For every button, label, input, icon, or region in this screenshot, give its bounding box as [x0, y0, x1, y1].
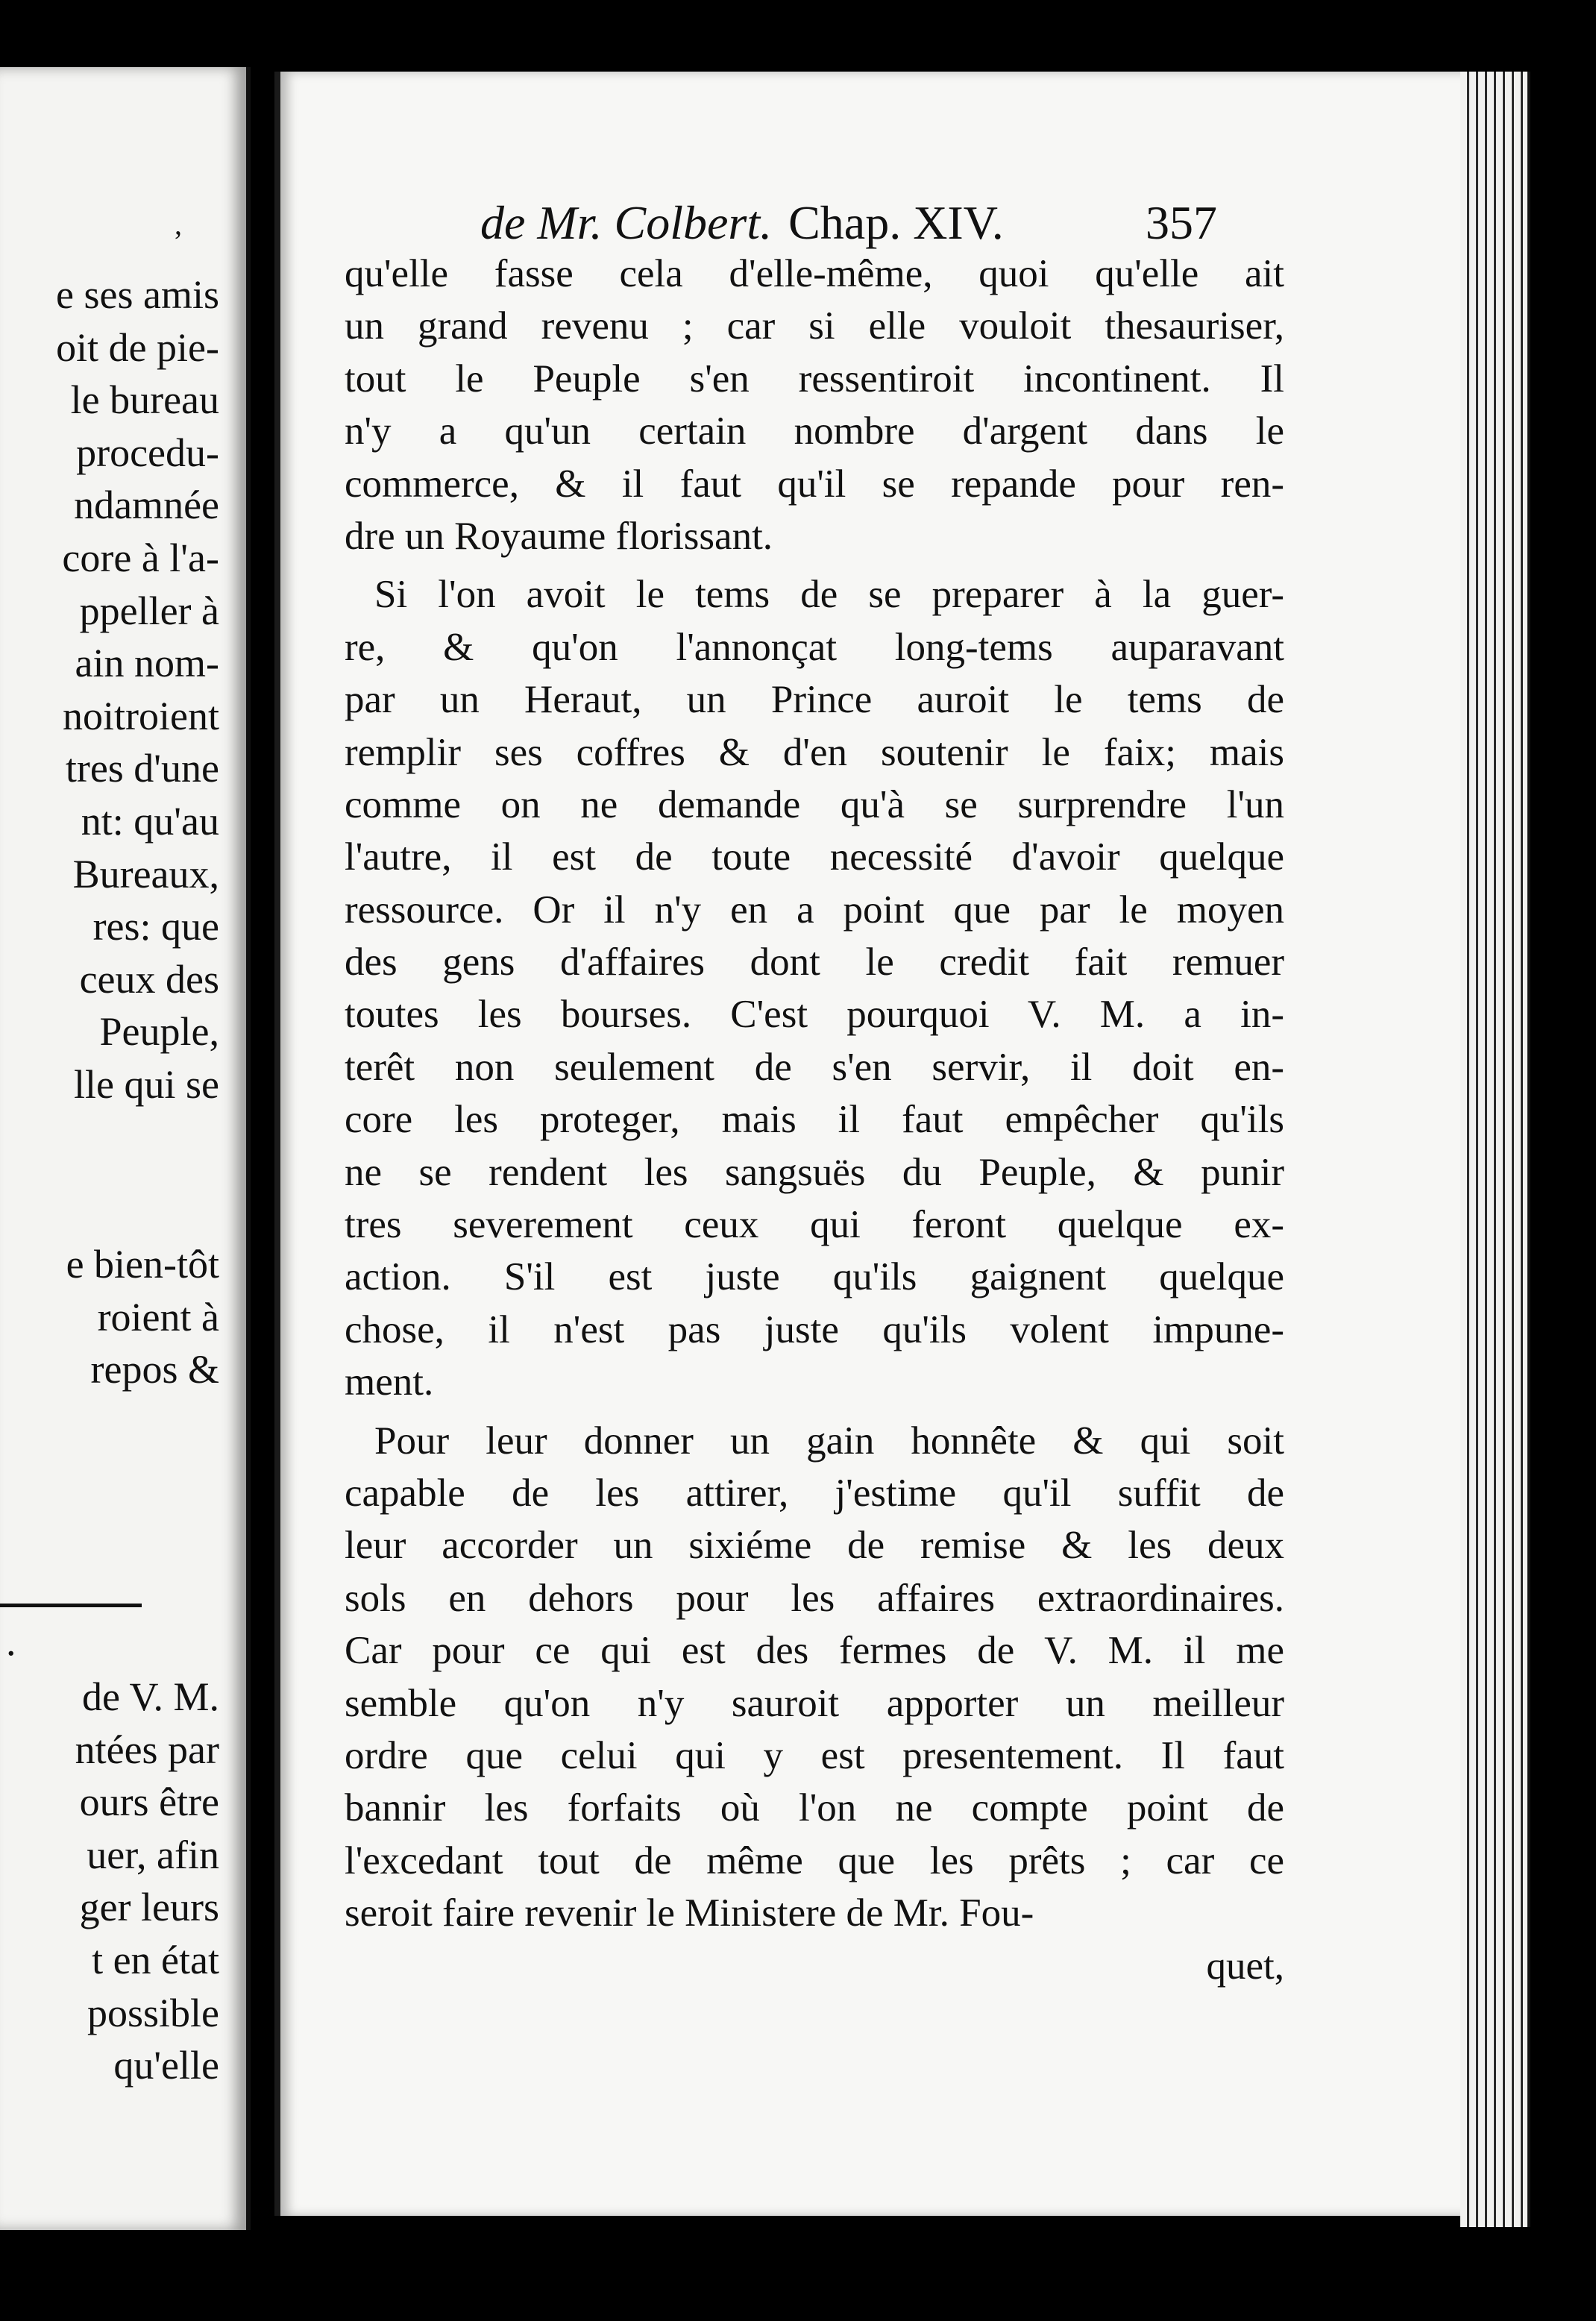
text-line: Si l'on avoit le tems de se preparer à la guer-	[374, 573, 1284, 617]
left-text-line: lle qui se	[74, 1061, 219, 1107]
left-text-line: ntées par	[75, 1727, 219, 1772]
left-text-line: ours être	[79, 1780, 219, 1825]
text-line: un grand revenu ; car si elle vouloit thesauriser,	[345, 304, 1284, 348]
text-line: re, & qu'on l'annonçat long-tems auparavant	[345, 625, 1284, 669]
left-text-line: de V. M.	[81, 1674, 219, 1719]
text-line: bannir les forfaits où l'on ne compte point de	[345, 1786, 1284, 1830]
text-line: remplir ses coffres & d'en soutenir le faix; mais	[345, 730, 1284, 774]
left-text-line: noitroient	[63, 693, 219, 738]
running-head-title: de Mr. Colbert.	[480, 196, 773, 249]
left-text-line: t en état	[92, 1937, 219, 1982]
text-line: tout le Peuple s'en ressentiroit incontinent. Il	[345, 357, 1284, 401]
left-text-group-1	[0, 268, 219, 1111]
left-text-line: roient à	[97, 1294, 219, 1339]
text-line: leur accorder un sixiéme de remise & les deux	[345, 1524, 1284, 1568]
text-line: par un Heraut, un Prince auroit le tems de	[345, 678, 1284, 722]
text-line: dre un Royaume florissant.	[345, 514, 773, 558]
left-text-line: Peuple,	[99, 1009, 219, 1055]
paragraph-2	[345, 568, 1284, 1408]
text-line: commerce, & il faut qu'il se repande pour ren-	[345, 462, 1284, 506]
left-text-line: res: que	[92, 904, 219, 949]
text-line: Car pour ce qui est des fermes de V. M. il me	[345, 1629, 1284, 1673]
left-text-line: repos &	[90, 1347, 219, 1392]
page-edges	[1460, 72, 1530, 2227]
left-text-line: ndamnée	[74, 483, 219, 528]
text-line: l'autre, il est de toute necessité d'avoir quelque	[345, 835, 1284, 879]
body-text	[345, 248, 1284, 1992]
text-line: capable de les attirer, j'estime qu'il suffit de	[345, 1471, 1284, 1515]
text-line: ordre que celui qui y est presentement. Il faut	[345, 1733, 1284, 1777]
paragraph-1	[345, 248, 1284, 562]
left-text-group-3	[0, 1671, 219, 2092]
text-line: qu'elle fasse cela d'elle-même, quoi qu'elle ait	[345, 252, 1284, 295]
left-text-line: procedu-	[76, 430, 219, 475]
ink-mark: .	[6, 1619, 16, 1664]
left-text-line: core à l'a-	[62, 535, 219, 580]
text-line: terêt non seulement de s'en servir, il doit en-	[345, 1045, 1284, 1089]
left-text-line: ppeller à	[79, 588, 219, 633]
text-line: chose, il n'est pas juste qu'ils volent impune-	[345, 1307, 1284, 1351]
left-text-line: le bureau	[70, 377, 219, 423]
text-line: n'y a qu'un certain nombre d'argent dans le	[345, 409, 1284, 453]
text-line: ressource. Or il n'y en a point que par le moyen	[345, 888, 1284, 932]
left-text-line: ger leurs	[79, 1885, 219, 1930]
left-text-line: tres d'une	[65, 746, 219, 791]
text-line: des gens d'affaires dont le credit fait remuer	[345, 940, 1284, 984]
left-text-line: nt: qu'au	[81, 798, 219, 844]
text-line: seroit faire revenir le Ministere de Mr. Fou-	[345, 1891, 1034, 1935]
left-text-line: oit de pie-	[56, 324, 219, 370]
text-line: sols en dehors pour les affaires extraordinaires.	[345, 1576, 1284, 1620]
left-text-line: qu'elle	[113, 2043, 219, 2088]
left-text-line: uer, afin	[87, 1832, 219, 1877]
catchword: quet,	[1206, 1944, 1284, 1988]
text-line: core les proteger, mais il faut empêcher qu'ils	[345, 1098, 1284, 1142]
book-page	[274, 72, 1466, 2216]
paragraph-3	[345, 1415, 1284, 1940]
text-line: ment.	[345, 1360, 434, 1404]
left-text-line: possible	[87, 1990, 219, 2035]
left-text-line: Bureaux,	[72, 851, 219, 896]
text-line: tres severement ceux qui feront quelque ex-	[345, 1203, 1284, 1247]
text-line: toutes les bourses. C'est pourquoi V. M. a in-	[345, 993, 1284, 1037]
left-text-line: e bien-tôt	[66, 1242, 219, 1287]
left-text-line: ain nom-	[75, 641, 219, 686]
running-head-chapter: Chap. XIV.	[788, 196, 1004, 249]
text-line: ne se rendent les sangsuës du Peuple, & punir	[345, 1150, 1284, 1194]
text-line: comme on ne demande qu'à se surprendre l'un	[345, 782, 1284, 826]
left-text-line: ceux des	[79, 956, 219, 1002]
left-text-group-2	[0, 1238, 219, 1396]
section-rule	[0, 1604, 142, 1607]
text-line: action. S'il est juste qu'ils gaignent quelque	[345, 1255, 1284, 1299]
text-line: Pour leur donner un gain honnête & qui soit	[374, 1419, 1284, 1463]
ink-mark: ʼ	[173, 224, 183, 258]
text-line: semble qu'on n'y sauroit apporter un meilleur	[345, 1681, 1284, 1725]
text-line: l'excedant tout de même que les prêts ; car ce	[345, 1838, 1284, 1882]
facing-page-left	[0, 67, 251, 2230]
page-number: 357	[1146, 196, 1217, 249]
left-text-line: e ses amis	[56, 272, 219, 317]
